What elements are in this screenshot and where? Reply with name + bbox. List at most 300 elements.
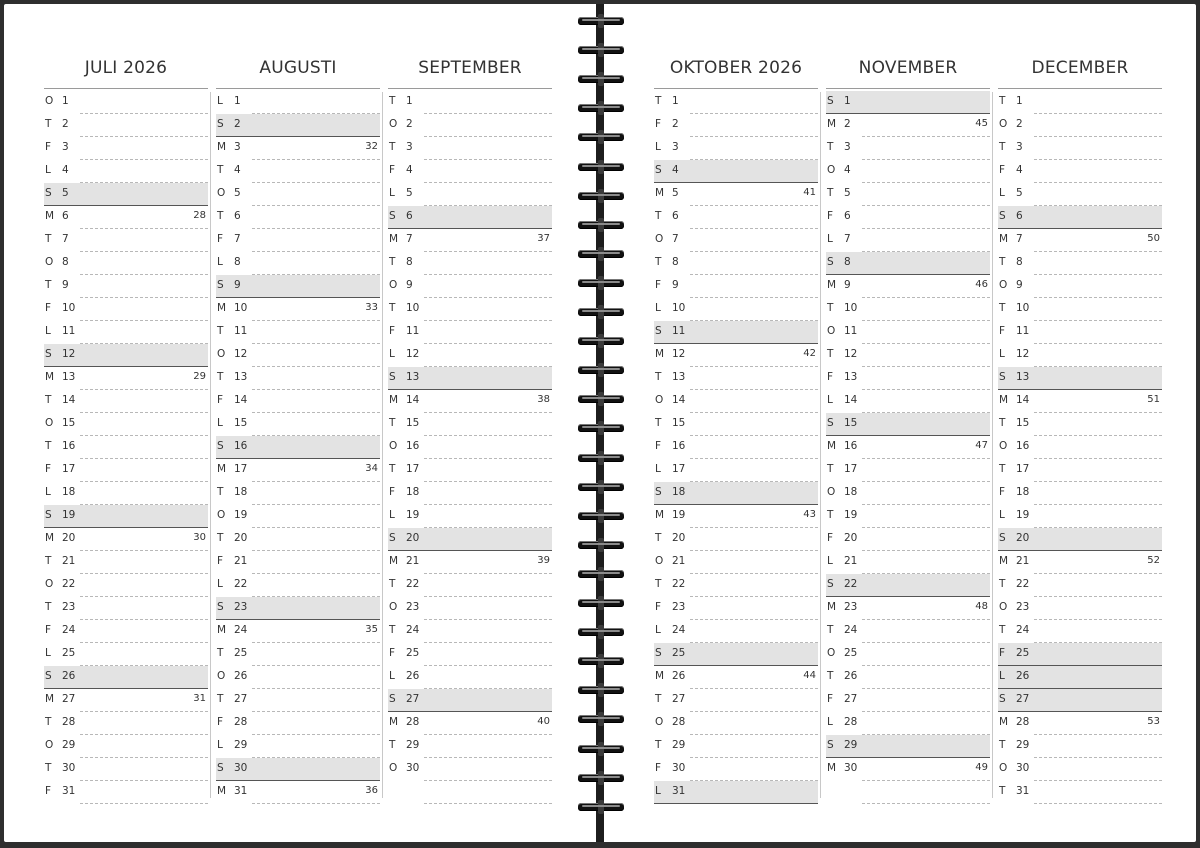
day-row[interactable] <box>654 91 818 114</box>
day-row[interactable] <box>826 183 990 206</box>
day-row[interactable] <box>44 781 208 804</box>
day-row[interactable] <box>654 436 818 459</box>
day-row[interactable] <box>388 206 552 229</box>
weekday-letter: O <box>45 739 54 751</box>
day-row[interactable] <box>998 321 1162 344</box>
day-row[interactable] <box>216 91 380 114</box>
weekday-letter: F <box>999 647 1006 659</box>
day-number: 18 <box>844 486 858 498</box>
day-row[interactable] <box>998 206 1162 229</box>
month-column-augusti <box>216 52 380 804</box>
weekday-letter: L <box>655 141 661 153</box>
spiral-ring <box>576 72 626 86</box>
day-row[interactable] <box>654 528 818 551</box>
day-number: 18 <box>672 486 686 498</box>
weekday-letter: S <box>389 210 396 222</box>
weekday-letter: T <box>389 463 396 475</box>
day-row[interactable] <box>998 298 1162 321</box>
column-divider <box>992 92 993 798</box>
day-number: 12 <box>672 348 686 360</box>
day-row[interactable] <box>388 321 552 344</box>
day-row[interactable] <box>826 574 990 597</box>
day-row[interactable] <box>826 298 990 321</box>
day-row[interactable] <box>44 436 208 459</box>
day-row[interactable] <box>216 114 380 137</box>
day-row[interactable] <box>388 712 552 735</box>
weekday-letter: S <box>827 578 834 590</box>
weekday-letter: O <box>827 647 836 659</box>
day-row[interactable] <box>826 666 990 689</box>
day-row[interactable] <box>998 367 1162 390</box>
day-row[interactable] <box>826 758 990 781</box>
day-row[interactable] <box>998 183 1162 206</box>
day-row[interactable] <box>388 91 552 114</box>
day-row[interactable] <box>216 482 380 505</box>
day-row[interactable] <box>44 390 208 413</box>
day-row[interactable] <box>216 620 380 643</box>
day-row[interactable] <box>654 712 818 735</box>
day-row[interactable] <box>44 229 208 252</box>
weekday-letter: O <box>45 95 54 107</box>
day-number: 6 <box>406 210 413 222</box>
day-row[interactable] <box>388 298 552 321</box>
weekday-letter: L <box>827 233 833 245</box>
day-row[interactable] <box>388 574 552 597</box>
day-row[interactable] <box>388 390 552 413</box>
day-number: 24 <box>234 624 248 636</box>
day-row[interactable] <box>388 551 552 574</box>
day-row[interactable] <box>654 620 818 643</box>
day-number: 19 <box>844 509 858 521</box>
day-row[interactable] <box>216 390 380 413</box>
day-row[interactable] <box>654 114 818 137</box>
day-row[interactable] <box>216 206 380 229</box>
day-row[interactable] <box>654 390 818 413</box>
day-number: 3 <box>844 141 851 153</box>
day-list <box>826 91 990 804</box>
day-row[interactable] <box>826 344 990 367</box>
day-row[interactable] <box>998 482 1162 505</box>
day-row[interactable] <box>44 643 208 666</box>
day-row[interactable] <box>216 666 380 689</box>
day-number: 6 <box>62 210 69 222</box>
weekday-letter: T <box>389 417 396 429</box>
day-number: 11 <box>62 325 76 337</box>
day-row[interactable] <box>654 482 818 505</box>
month-column-september <box>388 52 552 804</box>
spiral-binding <box>576 14 626 834</box>
day-row[interactable] <box>998 229 1162 252</box>
day-row[interactable] <box>44 137 208 160</box>
day-row[interactable] <box>44 413 208 436</box>
weekday-letter: M <box>827 601 837 613</box>
weekday-letter: L <box>217 95 223 107</box>
day-row[interactable] <box>654 597 818 620</box>
spiral-ring <box>576 451 626 465</box>
day-row[interactable] <box>998 390 1162 413</box>
day-number: 25 <box>844 647 858 659</box>
day-row[interactable] <box>388 275 552 298</box>
day-row[interactable] <box>44 712 208 735</box>
day-row[interactable] <box>826 436 990 459</box>
day-row[interactable] <box>826 321 990 344</box>
day-row[interactable] <box>654 505 818 528</box>
day-row[interactable] <box>826 643 990 666</box>
day-number: 15 <box>1016 417 1030 429</box>
day-row[interactable] <box>388 643 552 666</box>
day-row[interactable] <box>998 160 1162 183</box>
day-row[interactable] <box>998 114 1162 137</box>
weekday-letter: O <box>217 670 226 682</box>
weekday-letter: S <box>217 440 224 452</box>
day-number: 17 <box>672 463 686 475</box>
day-row[interactable] <box>998 344 1162 367</box>
day-row[interactable] <box>826 367 990 390</box>
day-row[interactable] <box>654 666 818 689</box>
day-row[interactable] <box>216 367 380 390</box>
day-row[interactable] <box>44 183 208 206</box>
weekday-letter: T <box>655 95 662 107</box>
spiral-ring <box>576 538 626 552</box>
day-row[interactable] <box>44 114 208 137</box>
day-row[interactable] <box>44 206 208 229</box>
spiral-ring <box>576 596 626 610</box>
day-row[interactable] <box>826 551 990 574</box>
day-row[interactable] <box>44 275 208 298</box>
day-row[interactable] <box>44 91 208 114</box>
day-row[interactable] <box>216 229 380 252</box>
day-row[interactable] <box>388 758 552 781</box>
day-number: 16 <box>672 440 686 452</box>
day-number: 4 <box>406 164 413 176</box>
day-row[interactable] <box>998 574 1162 597</box>
day-row[interactable] <box>826 712 990 735</box>
day-row[interactable] <box>216 344 380 367</box>
day-number: 6 <box>844 210 851 222</box>
day-row[interactable] <box>998 712 1162 735</box>
day-row[interactable] <box>998 620 1162 643</box>
weekday-letter: T <box>217 210 224 222</box>
day-list <box>998 91 1162 804</box>
day-row[interactable] <box>388 505 552 528</box>
spiral-ring <box>576 14 626 28</box>
day-row[interactable] <box>654 367 818 390</box>
day-row[interactable] <box>388 160 552 183</box>
weekday-letter: O <box>999 601 1008 613</box>
day-row[interactable] <box>44 367 208 390</box>
week-number: 39 <box>537 555 550 566</box>
day-row[interactable] <box>44 298 208 321</box>
day-row[interactable] <box>826 390 990 413</box>
day-row[interactable] <box>388 413 552 436</box>
weekday-letter: L <box>45 164 51 176</box>
weekday-letter: M <box>827 762 837 774</box>
day-row[interactable] <box>826 505 990 528</box>
day-row[interactable] <box>44 666 208 689</box>
day-row[interactable] <box>388 229 552 252</box>
day-number: 9 <box>672 279 679 291</box>
day-row[interactable] <box>654 735 818 758</box>
day-row[interactable] <box>826 275 990 298</box>
weekday-letter: S <box>999 210 1006 222</box>
day-row[interactable] <box>44 160 208 183</box>
day-row[interactable] <box>216 574 380 597</box>
day-row[interactable] <box>388 482 552 505</box>
day-number: 30 <box>1016 762 1030 774</box>
day-number: 16 <box>1016 440 1030 452</box>
day-row[interactable] <box>654 781 818 804</box>
day-row[interactable] <box>998 459 1162 482</box>
day-row[interactable] <box>826 482 990 505</box>
day-row[interactable] <box>388 620 552 643</box>
day-row[interactable] <box>998 528 1162 551</box>
day-row[interactable] <box>44 620 208 643</box>
weekday-letter: T <box>827 624 834 636</box>
day-row[interactable] <box>654 643 818 666</box>
day-number: 17 <box>62 463 76 475</box>
day-number: 24 <box>1016 624 1030 636</box>
day-number: 7 <box>234 233 241 245</box>
day-row[interactable] <box>654 574 818 597</box>
day-number: 2 <box>406 118 413 130</box>
day-row[interactable] <box>388 459 552 482</box>
day-number: 8 <box>672 256 679 268</box>
writing-line <box>654 803 818 804</box>
spiral-ring <box>576 218 626 232</box>
weekday-letter: O <box>389 440 398 452</box>
day-number: 10 <box>406 302 420 314</box>
day-row[interactable] <box>826 114 990 137</box>
day-row[interactable] <box>998 252 1162 275</box>
weekday-letter: O <box>217 187 226 199</box>
day-number: 20 <box>672 532 686 544</box>
day-row[interactable] <box>216 459 380 482</box>
day-row[interactable] <box>826 597 990 620</box>
day-row[interactable] <box>998 436 1162 459</box>
day-row[interactable] <box>826 413 990 436</box>
weekday-letter: T <box>45 555 52 567</box>
day-row[interactable] <box>826 137 990 160</box>
weekday-letter: F <box>389 325 396 337</box>
weekday-letter: T <box>217 325 224 337</box>
day-row[interactable] <box>998 758 1162 781</box>
day-number: 28 <box>62 716 76 728</box>
day-number: 8 <box>1016 256 1023 268</box>
weekday-letter: S <box>655 647 662 659</box>
day-row[interactable] <box>44 574 208 597</box>
day-row[interactable] <box>44 689 208 712</box>
week-number: 29 <box>193 371 206 382</box>
day-row[interactable] <box>654 229 818 252</box>
weekday-letter: F <box>827 693 834 705</box>
day-row[interactable] <box>216 436 380 459</box>
day-number: 31 <box>1016 785 1030 797</box>
day-row[interactable] <box>216 275 380 298</box>
day-number: 13 <box>62 371 76 383</box>
day-row[interactable] <box>826 229 990 252</box>
weekday-letter: T <box>217 164 224 176</box>
day-row[interactable] <box>654 160 818 183</box>
day-row[interactable] <box>998 689 1162 712</box>
day-number: 13 <box>234 371 248 383</box>
week-number: 37 <box>537 233 550 244</box>
day-row[interactable] <box>654 413 818 436</box>
day-number: 31 <box>672 785 686 797</box>
day-row[interactable] <box>216 505 380 528</box>
day-row[interactable] <box>998 137 1162 160</box>
day-number: 4 <box>844 164 851 176</box>
day-row[interactable] <box>388 137 552 160</box>
day-row[interactable] <box>388 781 552 804</box>
weekday-letter: L <box>999 670 1005 682</box>
weekday-letter: L <box>655 463 661 475</box>
day-row[interactable] <box>44 505 208 528</box>
day-row[interactable] <box>826 689 990 712</box>
day-row[interactable] <box>388 114 552 137</box>
day-row[interactable] <box>826 528 990 551</box>
day-row[interactable] <box>654 459 818 482</box>
day-row[interactable] <box>998 643 1162 666</box>
weekday-letter: L <box>655 624 661 636</box>
spiral-ring <box>576 421 626 435</box>
day-row[interactable] <box>654 252 818 275</box>
day-row[interactable] <box>654 551 818 574</box>
day-row[interactable] <box>388 367 552 390</box>
weekday-letter: T <box>999 739 1006 751</box>
day-row[interactable] <box>216 712 380 735</box>
day-row[interactable] <box>44 597 208 620</box>
day-row[interactable] <box>216 252 380 275</box>
day-row[interactable] <box>216 758 380 781</box>
day-number: 23 <box>672 601 686 613</box>
day-row[interactable] <box>216 321 380 344</box>
day-number: 25 <box>234 647 248 659</box>
day-row[interactable] <box>44 758 208 781</box>
day-number: 7 <box>62 233 69 245</box>
weekday-letter: T <box>999 302 1006 314</box>
day-row[interactable] <box>998 666 1162 689</box>
day-row[interactable] <box>388 344 552 367</box>
weekday-letter: O <box>827 486 836 498</box>
day-row[interactable] <box>44 344 208 367</box>
weekday-letter: L <box>45 647 51 659</box>
day-number: 20 <box>62 532 76 544</box>
day-row[interactable] <box>826 781 990 804</box>
day-row[interactable] <box>44 735 208 758</box>
day-row[interactable] <box>216 735 380 758</box>
day-row[interactable] <box>44 252 208 275</box>
day-row[interactable] <box>216 781 380 804</box>
day-row[interactable] <box>44 551 208 574</box>
day-row[interactable] <box>826 91 990 114</box>
day-row[interactable] <box>826 459 990 482</box>
day-row[interactable] <box>216 413 380 436</box>
day-row[interactable] <box>654 758 818 781</box>
day-row[interactable] <box>826 160 990 183</box>
day-row[interactable] <box>388 735 552 758</box>
day-row[interactable] <box>388 666 552 689</box>
day-row[interactable] <box>216 551 380 574</box>
weekday-letter: S <box>45 509 52 521</box>
week-number: 50 <box>1147 233 1160 244</box>
day-number: 26 <box>844 670 858 682</box>
weekday-letter: M <box>389 555 399 567</box>
day-row[interactable] <box>216 183 380 206</box>
day-row[interactable] <box>216 298 380 321</box>
day-row[interactable] <box>388 597 552 620</box>
day-row[interactable] <box>654 206 818 229</box>
day-row[interactable] <box>826 252 990 275</box>
day-row[interactable] <box>44 459 208 482</box>
day-row[interactable] <box>654 183 818 206</box>
day-row[interactable] <box>388 183 552 206</box>
day-number: 7 <box>406 233 413 245</box>
day-row[interactable] <box>998 91 1162 114</box>
day-row[interactable] <box>998 413 1162 436</box>
day-row[interactable] <box>216 643 380 666</box>
day-row[interactable] <box>998 781 1162 804</box>
day-row[interactable] <box>654 689 818 712</box>
day-row[interactable] <box>216 689 380 712</box>
day-row[interactable] <box>998 551 1162 574</box>
day-row[interactable] <box>44 321 208 344</box>
day-number: 28 <box>406 716 420 728</box>
day-row[interactable] <box>44 482 208 505</box>
day-row[interactable] <box>654 275 818 298</box>
day-row[interactable] <box>216 137 380 160</box>
day-row[interactable] <box>654 298 818 321</box>
weekday-letter: O <box>999 762 1008 774</box>
day-number: 8 <box>844 256 851 268</box>
day-row[interactable] <box>998 597 1162 620</box>
day-number: 27 <box>406 693 420 705</box>
month-title: NOVEMBER <box>826 52 990 89</box>
day-row[interactable] <box>388 689 552 712</box>
day-number: 15 <box>406 417 420 429</box>
day-number: 14 <box>406 394 420 406</box>
weekday-letter: O <box>45 417 54 429</box>
writing-line <box>252 803 380 804</box>
day-row[interactable] <box>216 597 380 620</box>
weekday-letter: O <box>389 762 398 774</box>
day-row[interactable] <box>998 735 1162 758</box>
day-row[interactable] <box>216 528 380 551</box>
day-number: 5 <box>1016 187 1023 199</box>
day-number: 27 <box>234 693 248 705</box>
day-row[interactable] <box>44 528 208 551</box>
weekday-letter: L <box>827 555 833 567</box>
day-number: 14 <box>672 394 686 406</box>
day-row[interactable] <box>826 620 990 643</box>
day-row[interactable] <box>388 528 552 551</box>
day-row[interactable] <box>654 344 818 367</box>
day-number: 26 <box>406 670 420 682</box>
day-row[interactable] <box>998 275 1162 298</box>
day-number: 5 <box>844 187 851 199</box>
day-row[interactable] <box>998 505 1162 528</box>
day-row[interactable] <box>826 206 990 229</box>
day-row[interactable] <box>216 160 380 183</box>
spiral-ring <box>576 654 626 668</box>
month-column-december <box>998 52 1162 804</box>
day-number: 1 <box>672 95 679 107</box>
day-row[interactable] <box>654 321 818 344</box>
day-row[interactable] <box>826 735 990 758</box>
day-row[interactable] <box>388 252 552 275</box>
day-row[interactable] <box>388 436 552 459</box>
day-row[interactable] <box>654 137 818 160</box>
weekday-letter: T <box>389 624 396 636</box>
